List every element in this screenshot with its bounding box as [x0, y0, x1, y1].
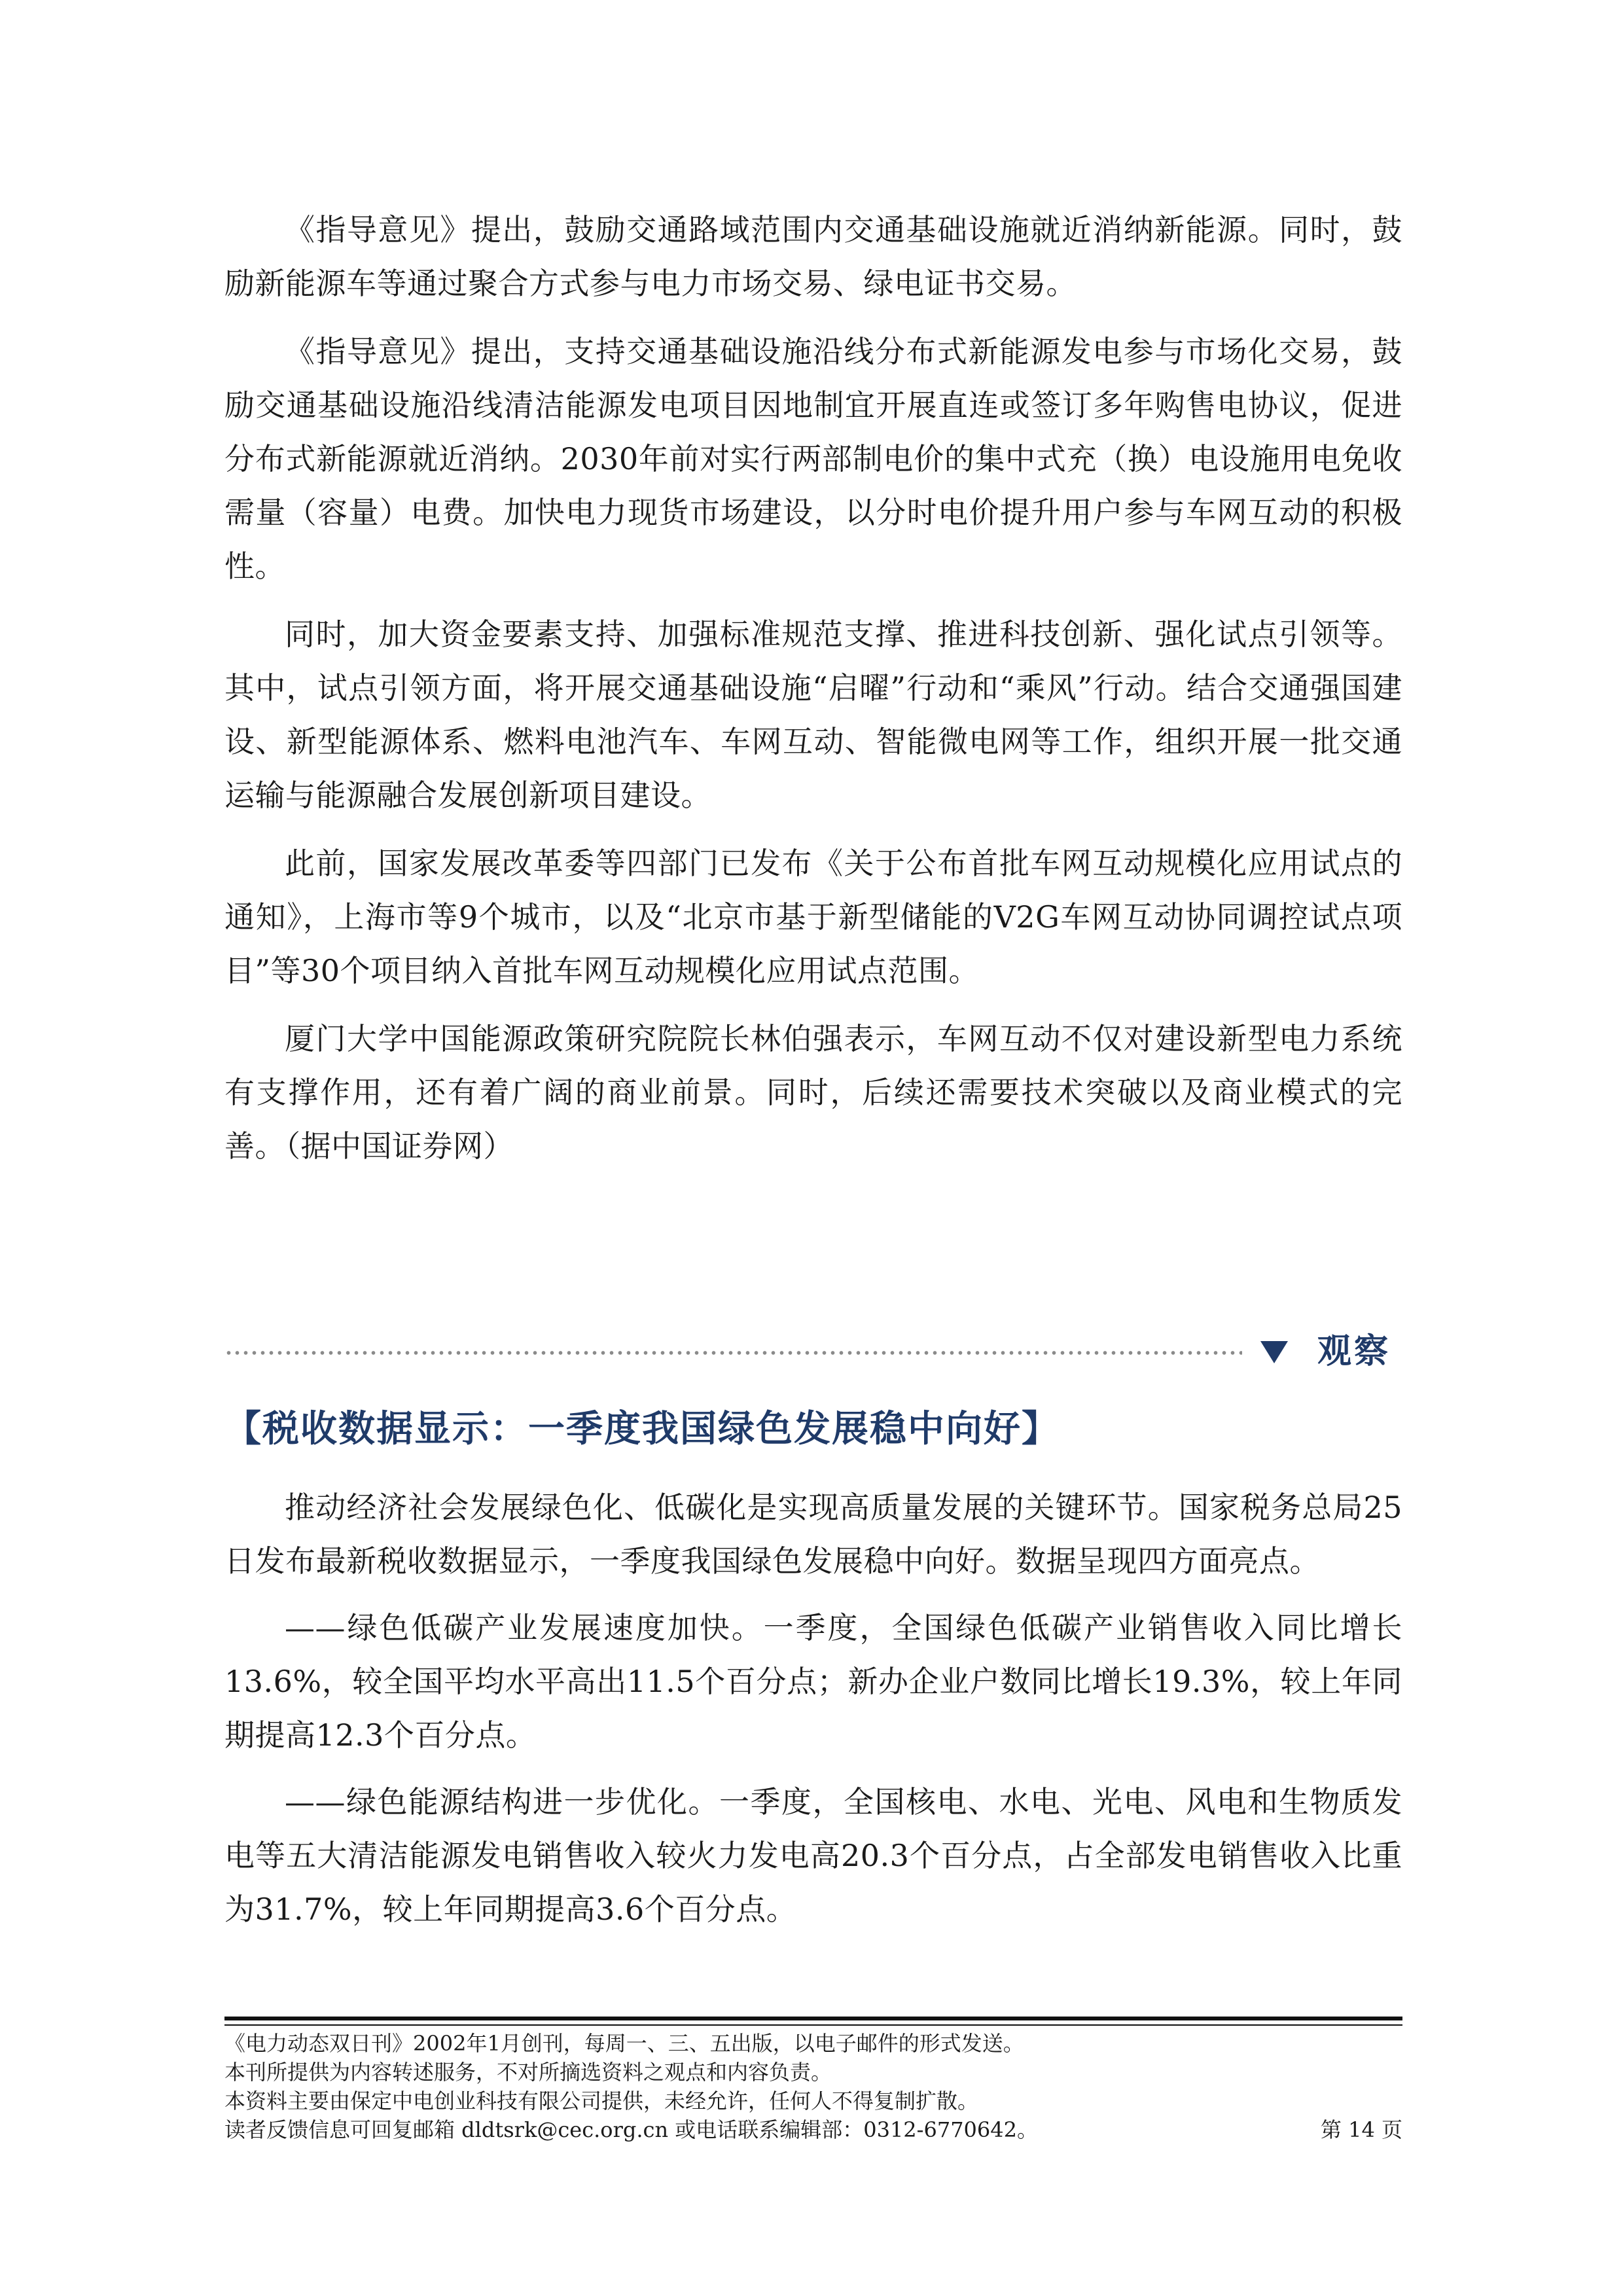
section-divider — [224, 1332, 1402, 1371]
footer-line: 《电力动态双日刊》2002年1月创刊，每周一、三、五出版，以电子邮件的形式发送。 — [224, 2031, 1024, 2056]
paragraph: ——绿色能源结构进一步优化。一季度，全国核电、水电、光电、风电和生物质发电等五大清洁能源发电销售收入较火力发电高20.3个百分点，占全部发电销售收入比重为31.7%，较上年同期提高3.6个百分点。 — [224, 1784, 1402, 1927]
triangle-down-icon — [1260, 1341, 1288, 1363]
section-label: 观察 — [1317, 1331, 1391, 1371]
footer-line: 本刊所提供为内容转述服务，不对所摘选资料之观点和内容负责。 — [224, 2060, 832, 2085]
paragraph: 《指导意见》提出，鼓励交通路域范围内交通基础设施就近消纳新能源。同时，鼓励新能源车等通过聚合方式参与电力市场交易、绿电证书交易。 — [224, 212, 1402, 301]
dotted-rule — [224, 1350, 1242, 1355]
footer-line: 本资料主要由保定中电创业科技有限公司提供，未经允许，任何人不得复制扩散。 — [224, 2089, 979, 2113]
page-number: 第 14 页 — [1320, 2117, 1402, 2142]
article-body-top — [224, 203, 1402, 1187]
footer-rule-thin — [224, 2024, 1402, 2026]
paragraph: 《指导意见》提出，支持交通基础设施沿线分布式新能源发电参与市场化交易，鼓励交通基础设施沿线清洁能源发电项目因地制宜开展直连或签订多年购售电协议，促进分布式新能源就近消纳。2030年前对实行两部制电价的集中式充（换）电设施用电免收需量（容量）电费。加快电力现货市场建设，以分时电价提升用户参与车网互动的积极性。 — [224, 334, 1402, 584]
paragraph: 厦门大学中国能源政策研究院院长林伯强表示，车网互动不仅对建设新型电力系统有支撑作用，还有着广阔的商业前景。同时，后续还需要技术突破以及商业模式的完善。（据中国证券网） — [224, 1021, 1402, 1164]
footer-line: 读者反馈信息可回复邮箱 dldtsrk@cec.org.cn 或电话联系编辑部：0312-6770642。 — [224, 2117, 1038, 2142]
article-headline: 【税收数据显示：一季度我国绿色发展稳中向好】 — [224, 1407, 1060, 1450]
paragraph: 此前，国家发展改革委等四部门已发布《关于公布首批车网互动规模化应用试点的通知》，上海市等9个城市，以及“北京市基于新型储能的V2G车网互动协同调控试点项目”等30个项目纳入首批车网互动规模化应用试点范围。 — [224, 846, 1403, 988]
paragraph: 同时，加大资金要素支持、加强标准规范支撑、推进科技创新、强化试点引领等。其中，试点引领方面，将开展交通基础设施“启曜”行动和“乘风”行动。结合交通强国建设、新型能源体系、燃料电池汽车、车网互动、智能微电网等工作，组织开展一批交通运输与能源融合发展创新项目建设。 — [224, 617, 1402, 813]
article-body-bottom — [224, 1480, 1402, 1949]
paragraph: 推动经济社会发展绿色化、低碳化是实现高质量发展的关键环节。国家税务总局25日发布最新税收数据显示，一季度我国绿色发展稳中向好。数据呈现四方面亮点。 — [224, 1490, 1402, 1579]
footer-rule-thick — [224, 2017, 1402, 2020]
page-footer — [224, 2029, 1402, 2144]
paragraph: ——绿色低碳产业发展速度加快。一季度，全国绿色低碳产业销售收入同比增长13.6%，较全国平均水平高出11.5个百分点；新办企业户数同比增长19.3%，较上年同期提高12.3个百分点。 — [224, 1610, 1402, 1753]
